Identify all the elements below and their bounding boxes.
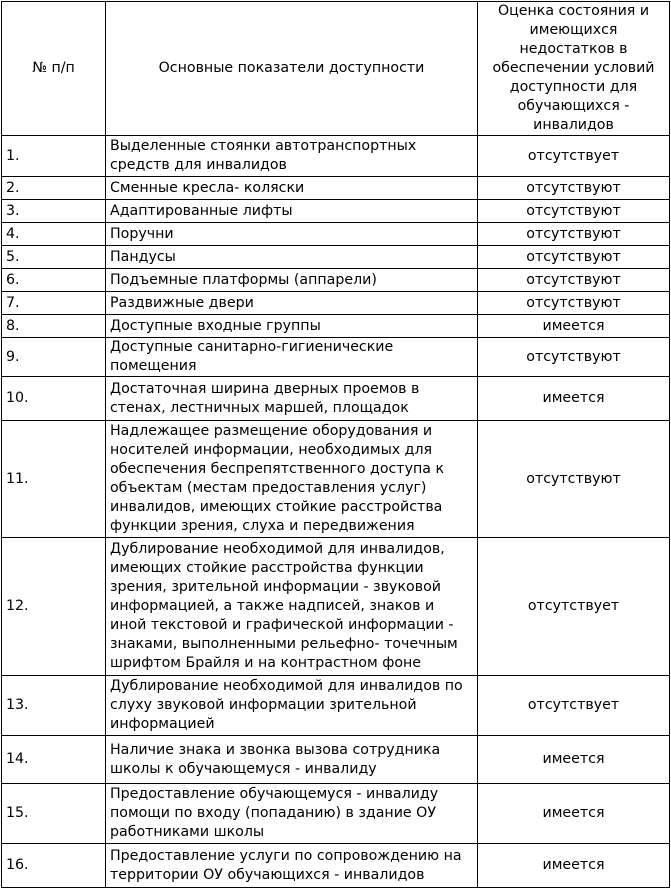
row-status: имеется	[478, 315, 670, 338]
table-row	[2, 200, 670, 223]
row-indicator: Дублирование необходимой для инвалидов по слуху звуковой информации зрительной информацией	[106, 676, 478, 736]
row-number: 12.	[2, 538, 106, 676]
table-row	[2, 784, 670, 844]
row-number: 8.	[2, 315, 106, 338]
header-number: № п/п	[2, 2, 106, 136]
row-indicator: Предоставление обучающемуся - инвалиду помощи по входу (попаданию) в здание ОУ работниками школы	[106, 784, 478, 844]
row-indicator: Сменные кресла- коляски	[106, 177, 478, 200]
table-row	[2, 292, 670, 315]
row-status: имеется	[478, 736, 670, 784]
table-row	[2, 538, 670, 676]
row-number: 5.	[2, 246, 106, 269]
row-status: имеется	[478, 784, 670, 844]
row-status: отсутствуют	[478, 200, 670, 223]
header-indicator: Основные показатели доступности	[106, 2, 478, 136]
row-indicator: Дублирование необходимой для инвалидов, имеющих стойкие расстройства функции зрения, зрительной информации - звуковой информацией, а также надписей, знаков и иной текстовой и графической информации - знаками, выполненными рельефно- точечным шрифтом Брайля и на контрастном фоне	[106, 538, 478, 676]
row-indicator: Выделенные стоянки автотранспортных средств для инвалидов	[106, 136, 478, 177]
table-row	[2, 246, 670, 269]
row-indicator: Наличие знака и звонка вызова сотрудника школы к обучающемуся - инвалиду	[106, 736, 478, 784]
row-status: имеется	[478, 844, 670, 888]
table-row	[2, 223, 670, 246]
row-number: 3.	[2, 200, 106, 223]
table-row	[2, 315, 670, 338]
row-status: имеется	[478, 377, 670, 421]
table-row	[2, 269, 670, 292]
header-assessment: Оценка состояния и имеющихся недостатков в обеспечении условий доступности для обучающихся - инвалидов	[478, 2, 670, 136]
row-number: 13.	[2, 676, 106, 736]
table-row	[2, 177, 670, 200]
row-status: отсутствуют	[478, 269, 670, 292]
row-number: 16.	[2, 844, 106, 888]
row-number: 6.	[2, 269, 106, 292]
row-number: 15.	[2, 784, 106, 844]
table-row	[2, 338, 670, 377]
row-status: отсутствуют	[478, 223, 670, 246]
row-number: 4.	[2, 223, 106, 246]
row-status: отсутствуют	[478, 177, 670, 200]
table-row	[2, 377, 670, 421]
row-indicator: Надлежащее размещение оборудования и носителей информации, необходимых для обеспечения беспрепятственного доступа к объектам (местам предоставления услуг) инвалидов, имеющих стойкие расстройства функции зрения, слуха и передвижения	[106, 421, 478, 538]
row-number: 7.	[2, 292, 106, 315]
row-status: отсутствуют	[478, 421, 670, 538]
table-row	[2, 421, 670, 538]
header-row	[2, 2, 670, 136]
accessibility-table	[1, 1, 670, 888]
row-indicator: Доступные входные группы	[106, 315, 478, 338]
row-indicator: Доступные санитарно-гигиенические помещения	[106, 338, 478, 377]
row-indicator: Поручни	[106, 223, 478, 246]
table-row	[2, 844, 670, 888]
row-number: 10.	[2, 377, 106, 421]
row-status: отсутствуют	[478, 246, 670, 269]
row-number: 14.	[2, 736, 106, 784]
row-number: 1.	[2, 136, 106, 177]
table-row	[2, 676, 670, 736]
row-number: 2.	[2, 177, 106, 200]
row-number: 9.	[2, 338, 106, 377]
row-status: отсутствуют	[478, 292, 670, 315]
row-indicator: Достаточная ширина дверных проемов в стенах, лестничных маршей, площадок	[106, 377, 478, 421]
table-row	[2, 136, 670, 177]
row-status: отсутствует	[478, 538, 670, 676]
row-number: 11.	[2, 421, 106, 538]
row-status: отсутствует	[478, 136, 670, 177]
row-indicator: Предоставление услуги по сопровождению на территории ОУ обучающихся - инвалидов	[106, 844, 478, 888]
row-indicator: Раздвижные двери	[106, 292, 478, 315]
row-status: отсутствует	[478, 676, 670, 736]
table-row	[2, 736, 670, 784]
row-indicator: Адаптированные лифты	[106, 200, 478, 223]
row-indicator: Подъемные платформы (аппарели)	[106, 269, 478, 292]
row-indicator: Пандусы	[106, 246, 478, 269]
row-status: отсутствуют	[478, 338, 670, 377]
